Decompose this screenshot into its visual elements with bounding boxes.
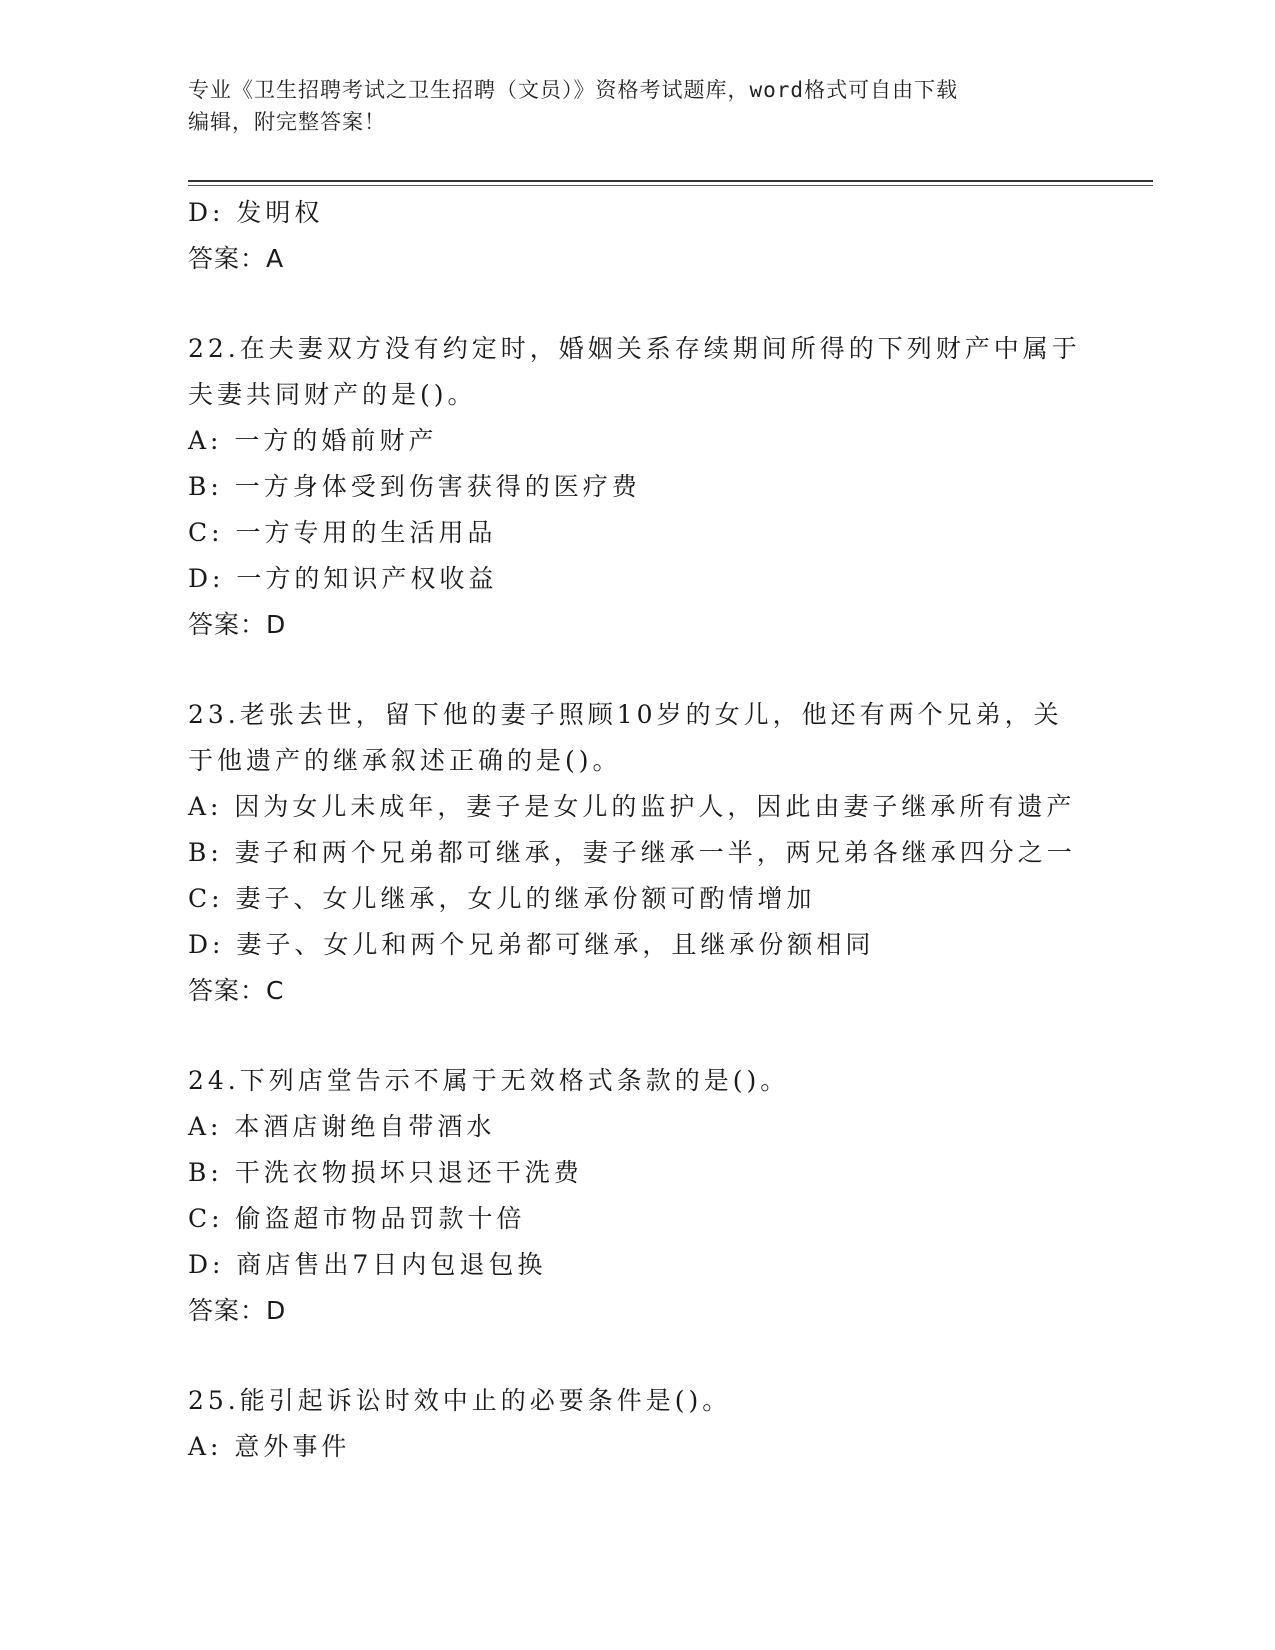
option-b: B: 一方身体受到伤害获得的医疗费: [188, 472, 641, 501]
option-b: B: 妻子和两个兄弟都可继承，妻子继承一半，两兄弟各继承四分之一: [188, 838, 1076, 867]
answer-line: 答案：A: [188, 244, 285, 273]
question-text-line-1: 24.下列店堂告示不属于无效格式条款的是()。: [188, 1066, 790, 1095]
question-23: [188, 692, 1088, 1014]
question-text-line-1: 23.老张去世，留下他的妻子照顾10岁的女儿，他还有两个兄弟，关: [188, 700, 1063, 729]
option-a: A: 因为女儿未成年，妻子是女儿的监护人，因此由妻子继承所有遗产: [188, 792, 1076, 821]
question-22: [188, 326, 1088, 648]
question-text-line-1: 22.在夫妻双方没有约定时，婚姻关系存续期间所得的下列财产中属于: [188, 334, 1081, 363]
document-header: [188, 74, 1088, 138]
answer-line: 答案：C: [188, 976, 285, 1005]
question-24: [188, 1058, 1088, 1334]
question-text-line-1: 25.能引起诉讼时效中止的必要条件是()。: [188, 1386, 732, 1415]
question-text-line-2: 夫妻共同财产的是()。: [188, 380, 477, 409]
answer-line: 答案：D: [188, 1296, 287, 1325]
option-c: C: 妻子、女儿继承，女儿的继承份额可酌情增加: [188, 884, 816, 913]
option-a: A: 本酒店谢绝自带酒水: [188, 1112, 496, 1141]
option-c: C: 一方专用的生活用品: [188, 518, 497, 547]
option-d: D: 发明权: [188, 198, 324, 227]
header-line-2: 编辑，附完整答案！: [188, 110, 386, 134]
question-list: [188, 190, 1088, 1470]
option-a: A: 意外事件: [188, 1432, 351, 1461]
header-line-1: 专业《卫生招聘考试之卫生招聘（文员）》资格考试题库，word格式可自由下载: [188, 78, 959, 102]
header-divider-thin: [188, 185, 1153, 186]
question-25: [188, 1378, 1088, 1470]
option-b: B: 干洗衣物损坏只退还干洗费: [188, 1158, 583, 1187]
answer-line: 答案：D: [188, 610, 287, 639]
option-a: A: 一方的婚前财产: [188, 426, 438, 455]
option-d: D: 商店售出7日内包退包换: [188, 1250, 547, 1279]
header-divider-thick: [188, 180, 1153, 182]
option-d: D: 一方的知识产权收益: [188, 564, 498, 593]
option-d: D: 妻子、女儿和两个兄弟都可继承，且继承份额相同: [188, 930, 875, 959]
option-c: C: 偷盗超市物品罚款十倍: [188, 1204, 526, 1233]
previous-question-tail: [188, 190, 1088, 282]
question-text-line-2: 于他遗产的继承叙述正确的是()。: [188, 746, 622, 775]
